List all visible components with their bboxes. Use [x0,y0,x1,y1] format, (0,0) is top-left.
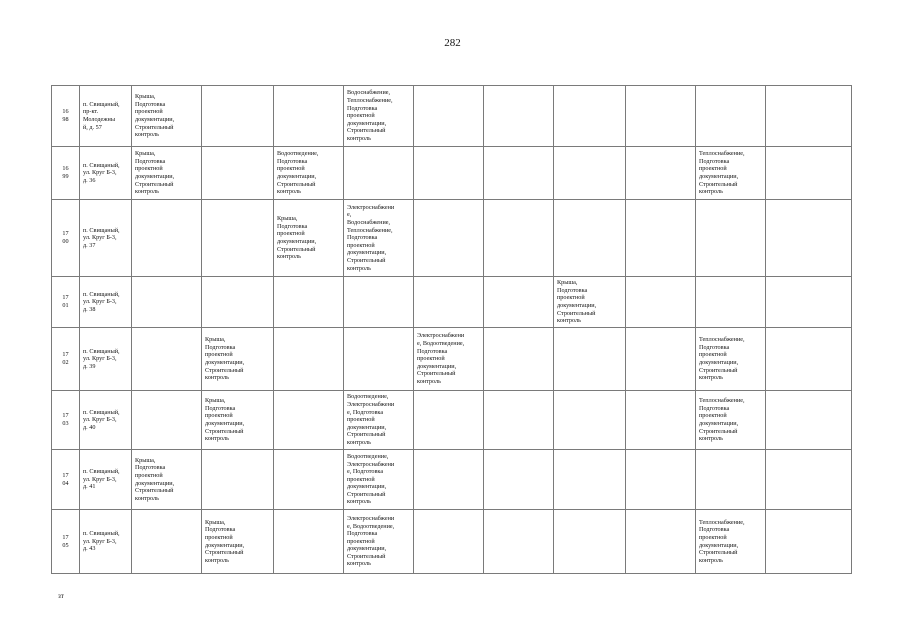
work-cell: Крыша, Подготовка проектной документации, Строительный контроль [202,391,274,450]
work-cell: Водоотведение, Электроснабжени е, Подготовка проектной документации, Строительный контроль [344,391,414,450]
work-cell [696,450,766,510]
work-cell [414,86,484,147]
work-cell [766,147,852,200]
footer-mark: зт [58,592,64,600]
work-cell [274,277,344,328]
work-cell [554,391,626,450]
work-cell [202,277,274,328]
row-number-cell: 17 01 [52,277,80,328]
work-cell: Крыша, Подготовка проектной документации, Строительный контроль [132,86,202,147]
work-cell: Теплоснабжение, Подготовка проектной документации, Строительный контроль [696,147,766,200]
work-cell: Крыша, Подготовка проектной документации, Строительный контроль [132,147,202,200]
work-cell: Электроснабжени е, Водоснабжение, Теплоснабжение, Подготовка проектной документации, Строительный контроль [344,200,414,277]
work-cell [202,86,274,147]
work-cell [554,328,626,391]
work-cell [274,510,344,574]
work-cell [554,510,626,574]
work-cell [344,328,414,391]
work-cell: Водоотведение, Электроснабжени е, Подготовка проектной документации, Строительный контроль [344,450,414,510]
work-cell [132,200,202,277]
work-cell [766,86,852,147]
work-cell [696,200,766,277]
work-cell: Крыша, Подготовка проектной документации, Строительный контроль [554,277,626,328]
work-cell [626,510,696,574]
work-cell: Теплоснабжение, Подготовка проектной документации, Строительный контроль [696,391,766,450]
work-cell [626,391,696,450]
work-cell [626,200,696,277]
work-cell: Водоотведение, Подготовка проектной документации, Строительный контроль [274,147,344,200]
work-cell [202,200,274,277]
work-cell: Электроснабжени е, Водоотведение, Подготовка проектной документации, Строительный контроль [344,510,414,574]
work-cell [626,86,696,147]
work-cell [626,450,696,510]
works-schedule-table [51,85,852,574]
work-cell [766,510,852,574]
address-cell: п. Свищаный, ул. Круг Б-3, д. 36 [80,147,132,200]
work-cell [484,450,554,510]
work-cell [202,147,274,200]
work-cell [484,328,554,391]
table-row [52,277,852,328]
work-cell [414,450,484,510]
table-row [52,450,852,510]
table-row [52,510,852,574]
work-cell [766,391,852,450]
work-cell: Крыша, Подготовка проектной документации, Строительный контроль [132,450,202,510]
work-cell: Теплоснабжение, Подготовка проектной документации, Строительный контроль [696,510,766,574]
work-cell [132,510,202,574]
work-cell [766,328,852,391]
work-cell: Крыша, Подготовка проектной документации, Строительный контроль [202,510,274,574]
row-number-cell: 16 99 [52,147,80,200]
work-cell [344,147,414,200]
work-cell [414,510,484,574]
table-row [52,391,852,450]
row-number-cell: 17 04 [52,450,80,510]
table-row [52,147,852,200]
work-cell [484,147,554,200]
work-cell [766,200,852,277]
address-cell: п. Свищаный, пр-кт. Молодежны й, д. 57 [80,86,132,147]
work-cell [626,147,696,200]
address-cell: п. Свищаный, ул. Круг Б-3, д. 39 [80,328,132,391]
table-row [52,200,852,277]
row-number-cell: 17 00 [52,200,80,277]
work-cell [132,328,202,391]
row-number-cell: 16 98 [52,86,80,147]
work-cell [414,200,484,277]
address-cell: п. Свищаный, ул. Круг Б-3, д. 41 [80,450,132,510]
table-row [52,328,852,391]
work-cell: Электроснабжени е, Водоотведение, Подготовка проектной документации, Строительный контроль [414,328,484,391]
work-cell [484,391,554,450]
work-cell: Теплоснабжение, Подготовка проектной документации, Строительный контроль [696,328,766,391]
work-cell [414,147,484,200]
work-cell [766,277,852,328]
work-cell [554,200,626,277]
work-cell [554,450,626,510]
address-cell: п. Свищаный, ул. Круг Б-3, д. 37 [80,200,132,277]
work-cell [202,450,274,510]
address-cell: п. Свищаный, ул. Круг Б-3, д. 40 [80,391,132,450]
work-cell [766,450,852,510]
work-cell [344,277,414,328]
work-cell [274,450,344,510]
work-cell [626,328,696,391]
work-cell [484,86,554,147]
work-cell [414,277,484,328]
work-cell: Крыша, Подготовка проектной документации, Строительный контроль [274,200,344,277]
work-cell [696,86,766,147]
work-cell [554,86,626,147]
work-cell [274,328,344,391]
table-row [52,86,852,147]
work-cell [626,277,696,328]
work-cell [696,277,766,328]
row-number-cell: 17 05 [52,510,80,574]
work-cell [132,391,202,450]
work-cell: Водоснабжение, Теплоснабжение, Подготовка проектной документации, Строительный контроль [344,86,414,147]
row-number-cell: 17 03 [52,391,80,450]
work-cell: Крыша, Подготовка проектной документации, Строительный контроль [202,328,274,391]
work-cell [414,391,484,450]
address-cell: п. Свищаный, ул. Круг Б-3, д. 43 [80,510,132,574]
work-cell [484,510,554,574]
work-cell [484,277,554,328]
work-cell [554,147,626,200]
address-cell: п. Свищаный, ул. Круг Б-3, д. 38 [80,277,132,328]
work-cell [484,200,554,277]
work-cell [274,86,344,147]
work-cell [132,277,202,328]
work-cell [274,391,344,450]
row-number-cell: 17 02 [52,328,80,391]
page-number: 282 [444,37,461,49]
